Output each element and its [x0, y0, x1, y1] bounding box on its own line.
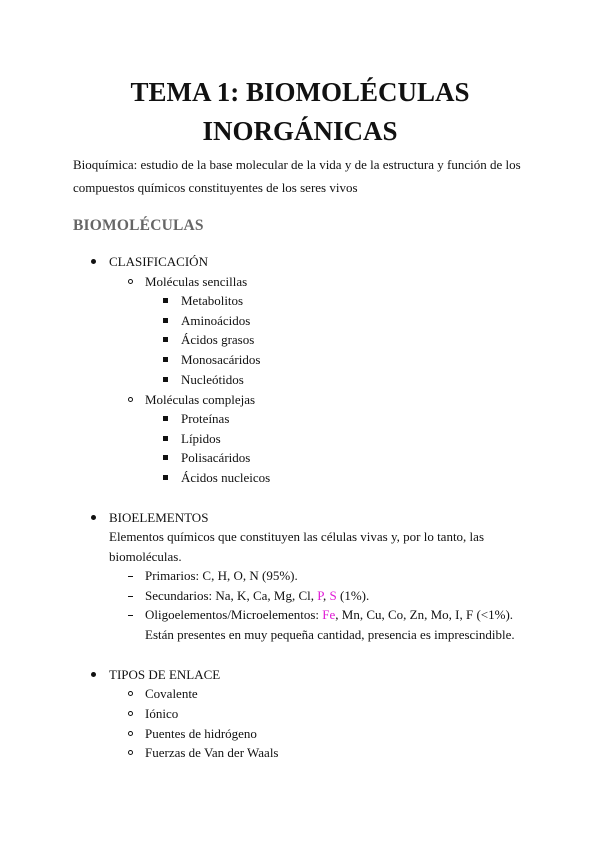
square-bullet-icon [163, 475, 168, 480]
list-item: Metabolitos [181, 293, 244, 308]
list-item-bioelementos: BIOELEMENTOS [109, 510, 209, 525]
oligo-line-2: Están presentes en muy pequeña cantidad, presencia es imprescindible. [145, 627, 515, 642]
circle-bullet-icon [128, 279, 133, 284]
square-bullet-icon [163, 455, 168, 460]
oligo-text: Oligoelementos/Microelementos: [145, 607, 323, 622]
secundarios-percent: (1%). [336, 588, 370, 603]
page-title-line-1: TEMA 1: BIOMOLÉCULAS [130, 77, 470, 107]
list-item: Aminoácidos [181, 313, 251, 328]
circle-bullet-icon [128, 750, 133, 755]
list-item: Iónico [145, 706, 179, 721]
list-item-oligoelementos [145, 608, 513, 621]
circle-bullet-icon [128, 397, 133, 402]
intro-line-1: Bioquímica: estudio de la base molecular de la vida y de la estructura y función de los [73, 157, 521, 172]
page-title-line-2: INORGÁNICAS [202, 116, 398, 146]
list-item: Fuerzas de Van der Waals [145, 745, 279, 760]
list-item: Nucleótidos [181, 372, 244, 387]
list-item: Lípidos [181, 431, 221, 446]
square-bullet-icon [163, 377, 168, 382]
element-s-highlight: S [329, 588, 337, 603]
list-item: Proteínas [181, 411, 230, 426]
bioelementos-desc-line-1: Elementos químicos que constituyen las células vivas y, por lo tanto, las [109, 529, 485, 544]
square-bullet-icon [163, 357, 168, 362]
element-fe-highlight: Fe [322, 607, 336, 622]
oligo-rest: , Mn, Cu, Co, Zn, Mo, I, F (<1%). [335, 607, 514, 622]
list-item: Puentes de hidrógeno [145, 726, 257, 741]
element-p-highlight: P [317, 588, 324, 603]
square-bullet-icon [163, 416, 168, 421]
list-item-tipos-de-enlace: TIPOS DE ENLACE [109, 667, 221, 682]
list-item-clasificacion: CLASIFICACIÓN [109, 254, 208, 269]
circle-bullet-icon [128, 711, 133, 716]
list-item: Covalente [145, 686, 198, 701]
list-item-primarios: Primarios: C, H, O, N (95%). [145, 568, 298, 583]
list-item-secundarios [145, 589, 369, 602]
secundarios-text: Secundarios: Na, K, Ca, Mg, Cl, [145, 588, 318, 603]
disc-bullet-icon [91, 515, 96, 520]
section-heading: BIOMOLÉCULAS [73, 217, 204, 234]
list-item: Polisacáridos [181, 450, 251, 465]
dash-bullet-icon [128, 615, 133, 616]
list-item-moleculas-sencillas: Moléculas sencillas [145, 274, 248, 289]
square-bullet-icon [163, 318, 168, 323]
secundarios-separator: , [323, 588, 330, 603]
square-bullet-icon [163, 436, 168, 441]
square-bullet-icon [163, 337, 168, 342]
list-item: Monosacáridos [181, 352, 261, 367]
disc-bullet-icon [91, 672, 96, 677]
disc-bullet-icon [91, 259, 96, 264]
list-item-moleculas-complejas: Moléculas complejas [145, 392, 256, 407]
circle-bullet-icon [128, 691, 133, 696]
square-bullet-icon [163, 298, 168, 303]
list-item: Ácidos nucleicos [181, 470, 271, 485]
dash-bullet-icon [128, 596, 133, 597]
list-item: Ácidos grasos [181, 332, 255, 347]
dash-bullet-icon [128, 576, 133, 577]
intro-line-2: compuestos químicos constituyentes de los seres vivos [73, 180, 358, 195]
bioelementos-desc-line-2: biomoléculas. [109, 549, 182, 564]
circle-bullet-icon [128, 731, 133, 736]
